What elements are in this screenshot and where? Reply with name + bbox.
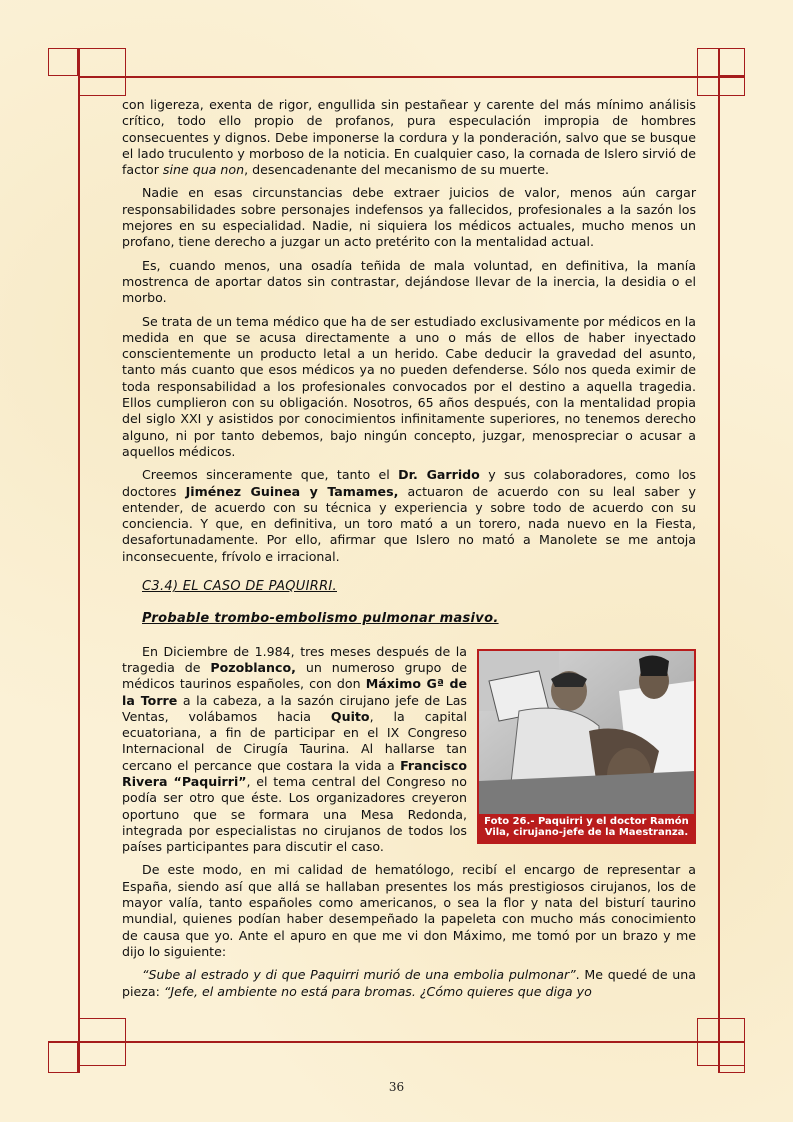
paragraph: De este modo, en mi calidad de hematólogo, recibí el encargo de representar a España, siendo así que allá se hallaban presentes los más prestigiosos cirujanos, los de mayor valía, tanto españoles como americanos, o sea la flor y nata del bisturí taurino mundial, quienes podían haber desempeñado la papeleta con mucho más conocimiento de causa que yo. Ante el apuro en que me vi don Máximo, me tomó por un brazo y me dijo lo siguiente: <box>122 862 696 959</box>
corner-ornament-bottom-left-inner <box>78 1018 126 1066</box>
paragraph: Creemos sinceramente que, tanto el Dr. Garrido y sus colaboradores, como los doctores Jiménez Guinea y Tamames, actuaron de acuerdo con su leal saber y entender, de acuerdo con su técnica y experiencia y sobre todo de acuerdo con su conciencia. Y que, en definitiva, un toro mató a un torero, nada nuevo en la Fiesta, desafortunadamente. Por ello, afirmar que Islero no mató a Manolete se me antoja inconsecuente, frívolo e irracional. <box>122 467 697 564</box>
corner-ornament-top-left <box>48 48 78 76</box>
corner-ornament-top-left-inner <box>78 48 126 96</box>
corner-ornament-bottom-left <box>48 1041 78 1073</box>
paragraph: Nadie en esas circunstancias debe extraer juicios de valor, menos aún cargar responsabilidades sobre personajes indefensos ya fallecidos, profesionales a la sazón los mejores en su especialidad. Nadie, ni siquiera los médicos actuales, mucho menos un profano, tiene derecho a juzgar un acto pretérito con la mentalidad actual. <box>122 185 696 250</box>
latin-phrase: sine qua non <box>162 162 245 178</box>
paragraph: Se trata de un tema médico que ha de ser estudiado exclusivamente por médicos en la medida en que se acusa directamente a uno o más de ellos de haber inyectado conscientemente un producto letal a un herido. Cabe deducir la gravedad del asunto, tanto más cuanto que esos médicos ya no pueden defenderse. Sólo nos queda eximir de toda responsabilidad a los profesionales convocados por el destino a aquella tragedia. Ellos cumplieron con su obligación. Nosotros, 65 años después, con la mentalidad propia del siglo XXI y asistidos por conocimientos infinitamente superiores, no tenemos derecho alguno, ni por tanto debemos, bajo ningún concepto, juzgar, menospreciar o acusar a aquellos médicos. <box>122 313 696 459</box>
page-number: 36 <box>388 1080 405 1094</box>
section-heading: C3.4) EL CASO DE PAQUIRRI. <box>142 579 337 595</box>
paragraph: Es, cuando menos, una osadía teñida de mala voluntad, en definitiva, la manía mostrenca de aportar datos sin contrastar, dejándose llevar de la inercia, la desidia o el morbo. <box>122 257 696 306</box>
photo-paquirri-and-doctor <box>479 651 694 814</box>
corner-ornament-top-right-inner <box>697 48 745 96</box>
paragraph: con ligereza, exenta de rigor, engullida sin pestañear y carente del más mínimo análisis crítico, todo ello propio de profanos, pura especulación impropia de hombres consecuentes y dignos. Debe imponerse la cordura y la ponderación, salvo que se busque el lado truculento y morboso de la noticia. En cualquier caso, la cornada de Islero sirvió de factor sine qua non, desencadenante del mecanismo de su muerte. <box>122 97 696 178</box>
photo-caption: Foto 26.- Paquirri y el doctor Ramón Vila, cirujano-jefe de la Maestranza. <box>479 814 694 842</box>
photo-figure <box>477 649 696 844</box>
paragraph: “Sube al estrado y di que Paquirri murió de una embolia pulmonar”. Me quedé de una pieza: “Jefe, el ambiente no está para bromas. ¿Cómo quieres que diga yo <box>122 967 696 999</box>
frame-top-line <box>78 76 745 78</box>
frame-left-line <box>78 48 80 1073</box>
subsection-heading: Probable trombo-embolismo pulmonar masivo. <box>142 611 499 627</box>
frame-right-line <box>718 48 720 1073</box>
frame-bottom-line <box>48 1041 745 1043</box>
paragraph: En Diciembre de 1.984, tres meses después de la tragedia de Pozoblanco, un numeroso grupo de médicos taurinos españoles, con don Máximo Gª de la Torre a la cabeza, a la sazón cirujano jefe de Las Ventas, volábamos hacia Quito, la capital ecuatoriana, a fin de participar en el IX Congreso Internacional de Cirugía Taurina. Al hallarse tan cercano el percance que costara la vida a Francisco Rivera “Paquirri”, el tema central del Congreso no podía ser otro que éste. Los organizadores creyeron oportuno que se formara una Mesa Redonda, integrada por especialistas no cirujanos de todos los países participantes para discutir el caso. <box>122 643 467 855</box>
page-body <box>122 97 696 1007</box>
corner-ornament-bottom-right-inner <box>697 1018 745 1066</box>
